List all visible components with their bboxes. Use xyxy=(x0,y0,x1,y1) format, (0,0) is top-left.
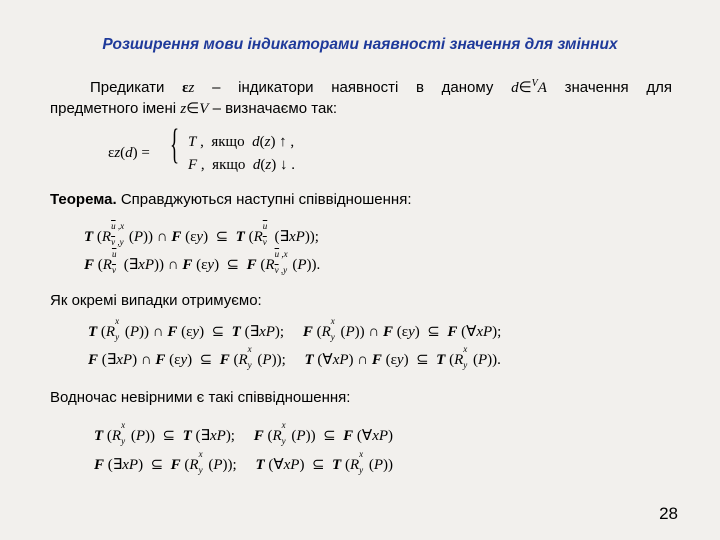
special-cases-heading: Як окремі випадки отримуємо: xyxy=(50,292,262,309)
definition-case-1: T , якщо d(z) ↑ , xyxy=(188,134,295,150)
invalid-heading: Водночас невірними є такі співвідношення: xyxy=(50,389,351,406)
special-formula-1: T (R x y (P)) ∩ F (εy) ⊆ T (∃xP); F (R x y (P)) ∩ F (εy) ⊆ F (∀xP); xyxy=(88,316,502,342)
definition-case-2: F , якщо d(z) ↓ . xyxy=(188,157,296,173)
intro-line-2: предметного імені z∈V – визначаємо так: xyxy=(50,100,338,117)
definition-lhs: εz(d) = xyxy=(108,145,150,161)
page-number: 28 xyxy=(659,504,678,523)
theorem-formula-1: T (R $\overline{u}$ ,x $\overline{v}$ ,y (P)) ∩ F (εy) ⊆ T (R $\frac{\overline{u}}{v}$ (∃xP)); xyxy=(84,221,319,247)
invalid-formula-2: F (∃xP) ⊆ F (R x y (P)); T (∀xP) ⊆ T (R x y (P)) xyxy=(94,449,394,475)
definition-brace: { xyxy=(170,122,180,168)
theorem-text: Справджуються наступні співвідношення: xyxy=(120,191,412,208)
intro-line-1: Предикати εz – індикатори наявності в даному d∈$^V$A значення для xyxy=(90,78,672,96)
special-formula-2: F (∃xP) ∩ F (εy) ⊆ F (R x y (P)); T (∀xP) ∩ F (εy) ⊆ T (R x y (P)). xyxy=(88,344,501,370)
slide-title: Розширення мови індикаторами наявності значення для змінних xyxy=(102,36,618,53)
theorem-heading xyxy=(50,188,672,211)
theorem-formula-2: F (R $\frac{\overline{u}}{v}$ (∃xP)) ∩ F (εy) ⊆ F (R $\overline{u}$ ,x $\overline{v}$ ,y (P)). xyxy=(84,249,321,275)
invalid-formula-1: T (R x y (P)) ⊆ T (∃xP); F (R x y (P)) ⊆ F (∀xP) xyxy=(94,420,394,446)
theorem-label: Теорема. xyxy=(50,191,117,208)
